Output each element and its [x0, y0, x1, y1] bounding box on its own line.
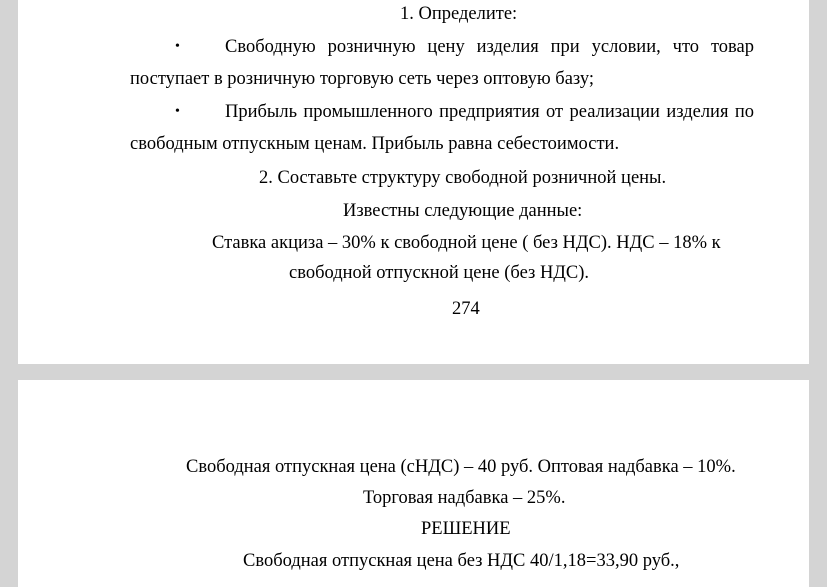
bullet2-line2: свободным отпускным ценам. Прибыль равна себестоимости.: [130, 134, 620, 154]
release-price-line: Свободная отпускная цена (сНДС) – 40 руб. Оптовая надбавка – 10%.: [186, 457, 736, 477]
task-heading: 1. Определите:: [400, 4, 518, 24]
bullet-icon: •: [175, 39, 180, 54]
excise-rate-line2: свободной отпускной цене (без НДС).: [289, 263, 590, 283]
document-page-275: [18, 380, 809, 587]
bullet1-line2: поступает в розничную торговую сеть через оптовую базу;: [130, 69, 594, 89]
page-number: 274: [452, 299, 480, 319]
solution-line1: Свободная отпускная цена без НДС 40/1,18=33,90 руб.,: [243, 551, 680, 571]
document-page-274: [18, 0, 809, 364]
known-data-heading: Известны следующие данные:: [343, 201, 583, 221]
bullet2-line1: Прибыль промышленного предприятия от реализации изделия по: [225, 102, 754, 122]
bullet-icon: •: [175, 104, 180, 119]
task-item-2: 2. Составьте структуру свободной розничной цены.: [259, 168, 667, 188]
solution-heading: РЕШЕНИЕ: [421, 519, 511, 539]
excise-rate-line1: Ставка акциза – 30% к свободной цене ( без НДС). НДС – 18% к: [212, 233, 721, 253]
trade-markup-line: Торговая надбавка – 25%.: [363, 488, 566, 508]
bullet1-line1: Свободную розничную цену изделия при условии, что товар: [225, 37, 754, 57]
